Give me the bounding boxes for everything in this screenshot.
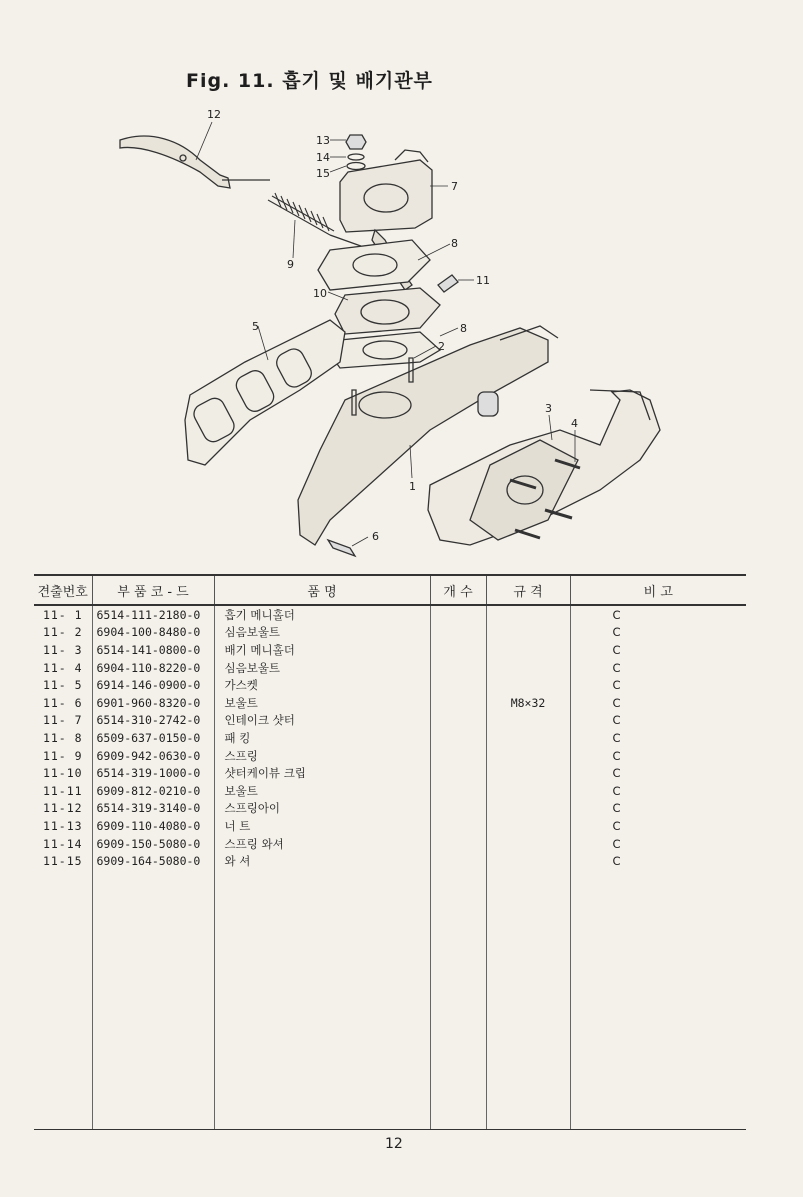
- callout-12: 12: [207, 108, 221, 121]
- cell-name: 심음보울트: [214, 659, 430, 677]
- cell-code: 6909-110-4080-0: [92, 817, 214, 835]
- table-row: [34, 835, 746, 853]
- table-row: [34, 624, 746, 642]
- cell-remark: C: [570, 641, 746, 659]
- cell-spec: [486, 800, 570, 818]
- cell-code: 6514-141-0800-0: [92, 641, 214, 659]
- cell-name: 패 킹: [214, 729, 430, 747]
- table-row: [34, 747, 746, 765]
- cell-qty: [430, 800, 486, 818]
- table-row: [34, 729, 746, 747]
- header-remark: 비 고: [570, 575, 746, 605]
- cell-no: 11- 5: [42, 678, 83, 693]
- cell-remark: C: [570, 676, 746, 694]
- cell-name: 스프링: [214, 747, 430, 765]
- cell-code: 6904-110-8220-0: [92, 659, 214, 677]
- cell-spec: [486, 747, 570, 765]
- cell-qty: [430, 605, 486, 624]
- cell-spec: [486, 641, 570, 659]
- cell-spec: [486, 676, 570, 694]
- cell-remark: C: [570, 800, 746, 818]
- cell-no: 11- 7: [42, 713, 83, 728]
- cell-qty: [430, 852, 486, 870]
- table-row: [34, 800, 746, 818]
- cell-code: 6509-637-0150-0: [92, 729, 214, 747]
- page-number: 12: [385, 1136, 403, 1152]
- cell-no: 11-11: [42, 783, 83, 798]
- cell-name: 흡기 메니홀더: [214, 605, 430, 624]
- cell-code: 6909-164-5080-0: [92, 852, 214, 870]
- table-row: [34, 694, 746, 712]
- cell-name: 보울트: [214, 694, 430, 712]
- header-quantity: 개 수: [430, 575, 486, 605]
- table-row: [34, 817, 746, 835]
- cell-spec: [486, 605, 570, 624]
- cell-qty: [430, 694, 486, 712]
- callout-5: 5: [252, 320, 259, 333]
- cell-code: 6514-310-2742-0: [92, 712, 214, 730]
- cell-no: 11-14: [42, 836, 83, 851]
- callout-8-upper: 8: [451, 237, 458, 250]
- cell-qty: [430, 835, 486, 853]
- cell-name: 너 트: [214, 817, 430, 835]
- cell-no: 11-15: [42, 854, 83, 869]
- cell-no: 11- 3: [42, 642, 83, 657]
- cell-no: 11- 8: [42, 730, 83, 745]
- header-index-no: 견출번호: [34, 575, 92, 605]
- cell-spec: [486, 712, 570, 730]
- cell-spec: [486, 624, 570, 642]
- cell-remark: C: [570, 764, 746, 782]
- cell-name: 가스켓: [214, 676, 430, 694]
- cell-no: 11-10: [42, 766, 83, 781]
- cell-code: 6914-146-0900-0: [92, 676, 214, 694]
- figure-title: Fig. 11. 흡기 및 배기관부: [186, 70, 433, 92]
- cell-spec: [486, 659, 570, 677]
- parts-table: [34, 574, 746, 1130]
- cell-spec: [486, 764, 570, 782]
- cell-spec: M8×32: [486, 694, 570, 712]
- cell-no: 11- 6: [42, 695, 83, 710]
- callout-14: 14: [316, 151, 330, 164]
- cell-code: 6909-942-0630-0: [92, 747, 214, 765]
- cell-code: 6514-111-2180-0: [92, 605, 214, 624]
- cell-name: 와 셔: [214, 852, 430, 870]
- callout-7: 7: [451, 180, 458, 193]
- callout-8-lower: 8: [460, 322, 467, 335]
- callout-1: 1: [409, 480, 416, 493]
- header-part-name: 품 명: [214, 575, 430, 605]
- cell-remark: C: [570, 712, 746, 730]
- cell-spec: [486, 835, 570, 853]
- callout-15: 15: [316, 167, 330, 180]
- cell-spec: [486, 782, 570, 800]
- cell-qty: [430, 659, 486, 677]
- cell-code: 6514-319-3140-0: [92, 800, 214, 818]
- cell-remark: C: [570, 747, 746, 765]
- cell-qty: [430, 641, 486, 659]
- cell-code: 6909-812-0210-0: [92, 782, 214, 800]
- cell-name: 스프링아이: [214, 800, 430, 818]
- table-row: [34, 764, 746, 782]
- cell-remark: C: [570, 624, 746, 642]
- callout-13: 13: [316, 134, 330, 147]
- cell-qty: [430, 676, 486, 694]
- cell-spec: [486, 852, 570, 870]
- cell-remark: C: [570, 694, 746, 712]
- callout-6: 6: [372, 530, 379, 543]
- cell-remark: C: [570, 852, 746, 870]
- table-filler-row: [34, 870, 746, 1130]
- callout-4: 4: [571, 417, 578, 430]
- table-row: [34, 676, 746, 694]
- cell-remark: C: [570, 729, 746, 747]
- table-row: [34, 712, 746, 730]
- cell-name: 심음보울트: [214, 624, 430, 642]
- cell-name: 보울트: [214, 782, 430, 800]
- callout-3: 3: [545, 402, 552, 415]
- cell-spec: [486, 729, 570, 747]
- cell-no: 11- 1: [42, 607, 83, 622]
- callout-2: 2: [438, 340, 445, 353]
- cell-code: 6909-150-5080-0: [92, 835, 214, 853]
- cell-name: 인테이크 샷터: [214, 712, 430, 730]
- header-spec: 규 격: [486, 575, 570, 605]
- cell-remark: C: [570, 605, 746, 624]
- cell-name: 스프링 와셔: [214, 835, 430, 853]
- cell-no: 11- 2: [42, 625, 83, 640]
- cell-code: 6514-319-1000-0: [92, 764, 214, 782]
- cell-no: 11- 4: [42, 660, 83, 675]
- cell-name: 배기 메니홀더: [214, 641, 430, 659]
- cell-qty: [430, 729, 486, 747]
- cell-remark: C: [570, 659, 746, 677]
- exploded-parts-diagram: [0, 100, 803, 570]
- cell-no: 11-12: [42, 801, 83, 816]
- cell-remark: C: [570, 835, 746, 853]
- callout-10: 10: [313, 287, 327, 300]
- cell-no: 11- 9: [42, 748, 83, 763]
- cell-code: 6904-100-8480-0: [92, 624, 214, 642]
- table-row: [34, 605, 746, 624]
- cell-qty: [430, 747, 486, 765]
- table-row: [34, 852, 746, 870]
- callout-11: 11: [476, 274, 490, 287]
- table-header-row: [34, 575, 746, 605]
- cell-qty: [430, 782, 486, 800]
- cell-qty: [430, 624, 486, 642]
- callout-9: 9: [287, 258, 294, 271]
- table-row: [34, 641, 746, 659]
- table-row: [34, 659, 746, 677]
- cell-qty: [430, 817, 486, 835]
- cell-qty: [430, 712, 486, 730]
- table-row: [34, 782, 746, 800]
- header-part-code: 부 품 코 - 드: [92, 575, 214, 605]
- cell-no: 11-13: [42, 818, 83, 833]
- cell-code: 6901-960-8320-0: [92, 694, 214, 712]
- cell-remark: C: [570, 782, 746, 800]
- cell-remark: C: [570, 817, 746, 835]
- cell-qty: [430, 764, 486, 782]
- cell-spec: [486, 817, 570, 835]
- cell-name: 샷터케이뷰 크립: [214, 764, 430, 782]
